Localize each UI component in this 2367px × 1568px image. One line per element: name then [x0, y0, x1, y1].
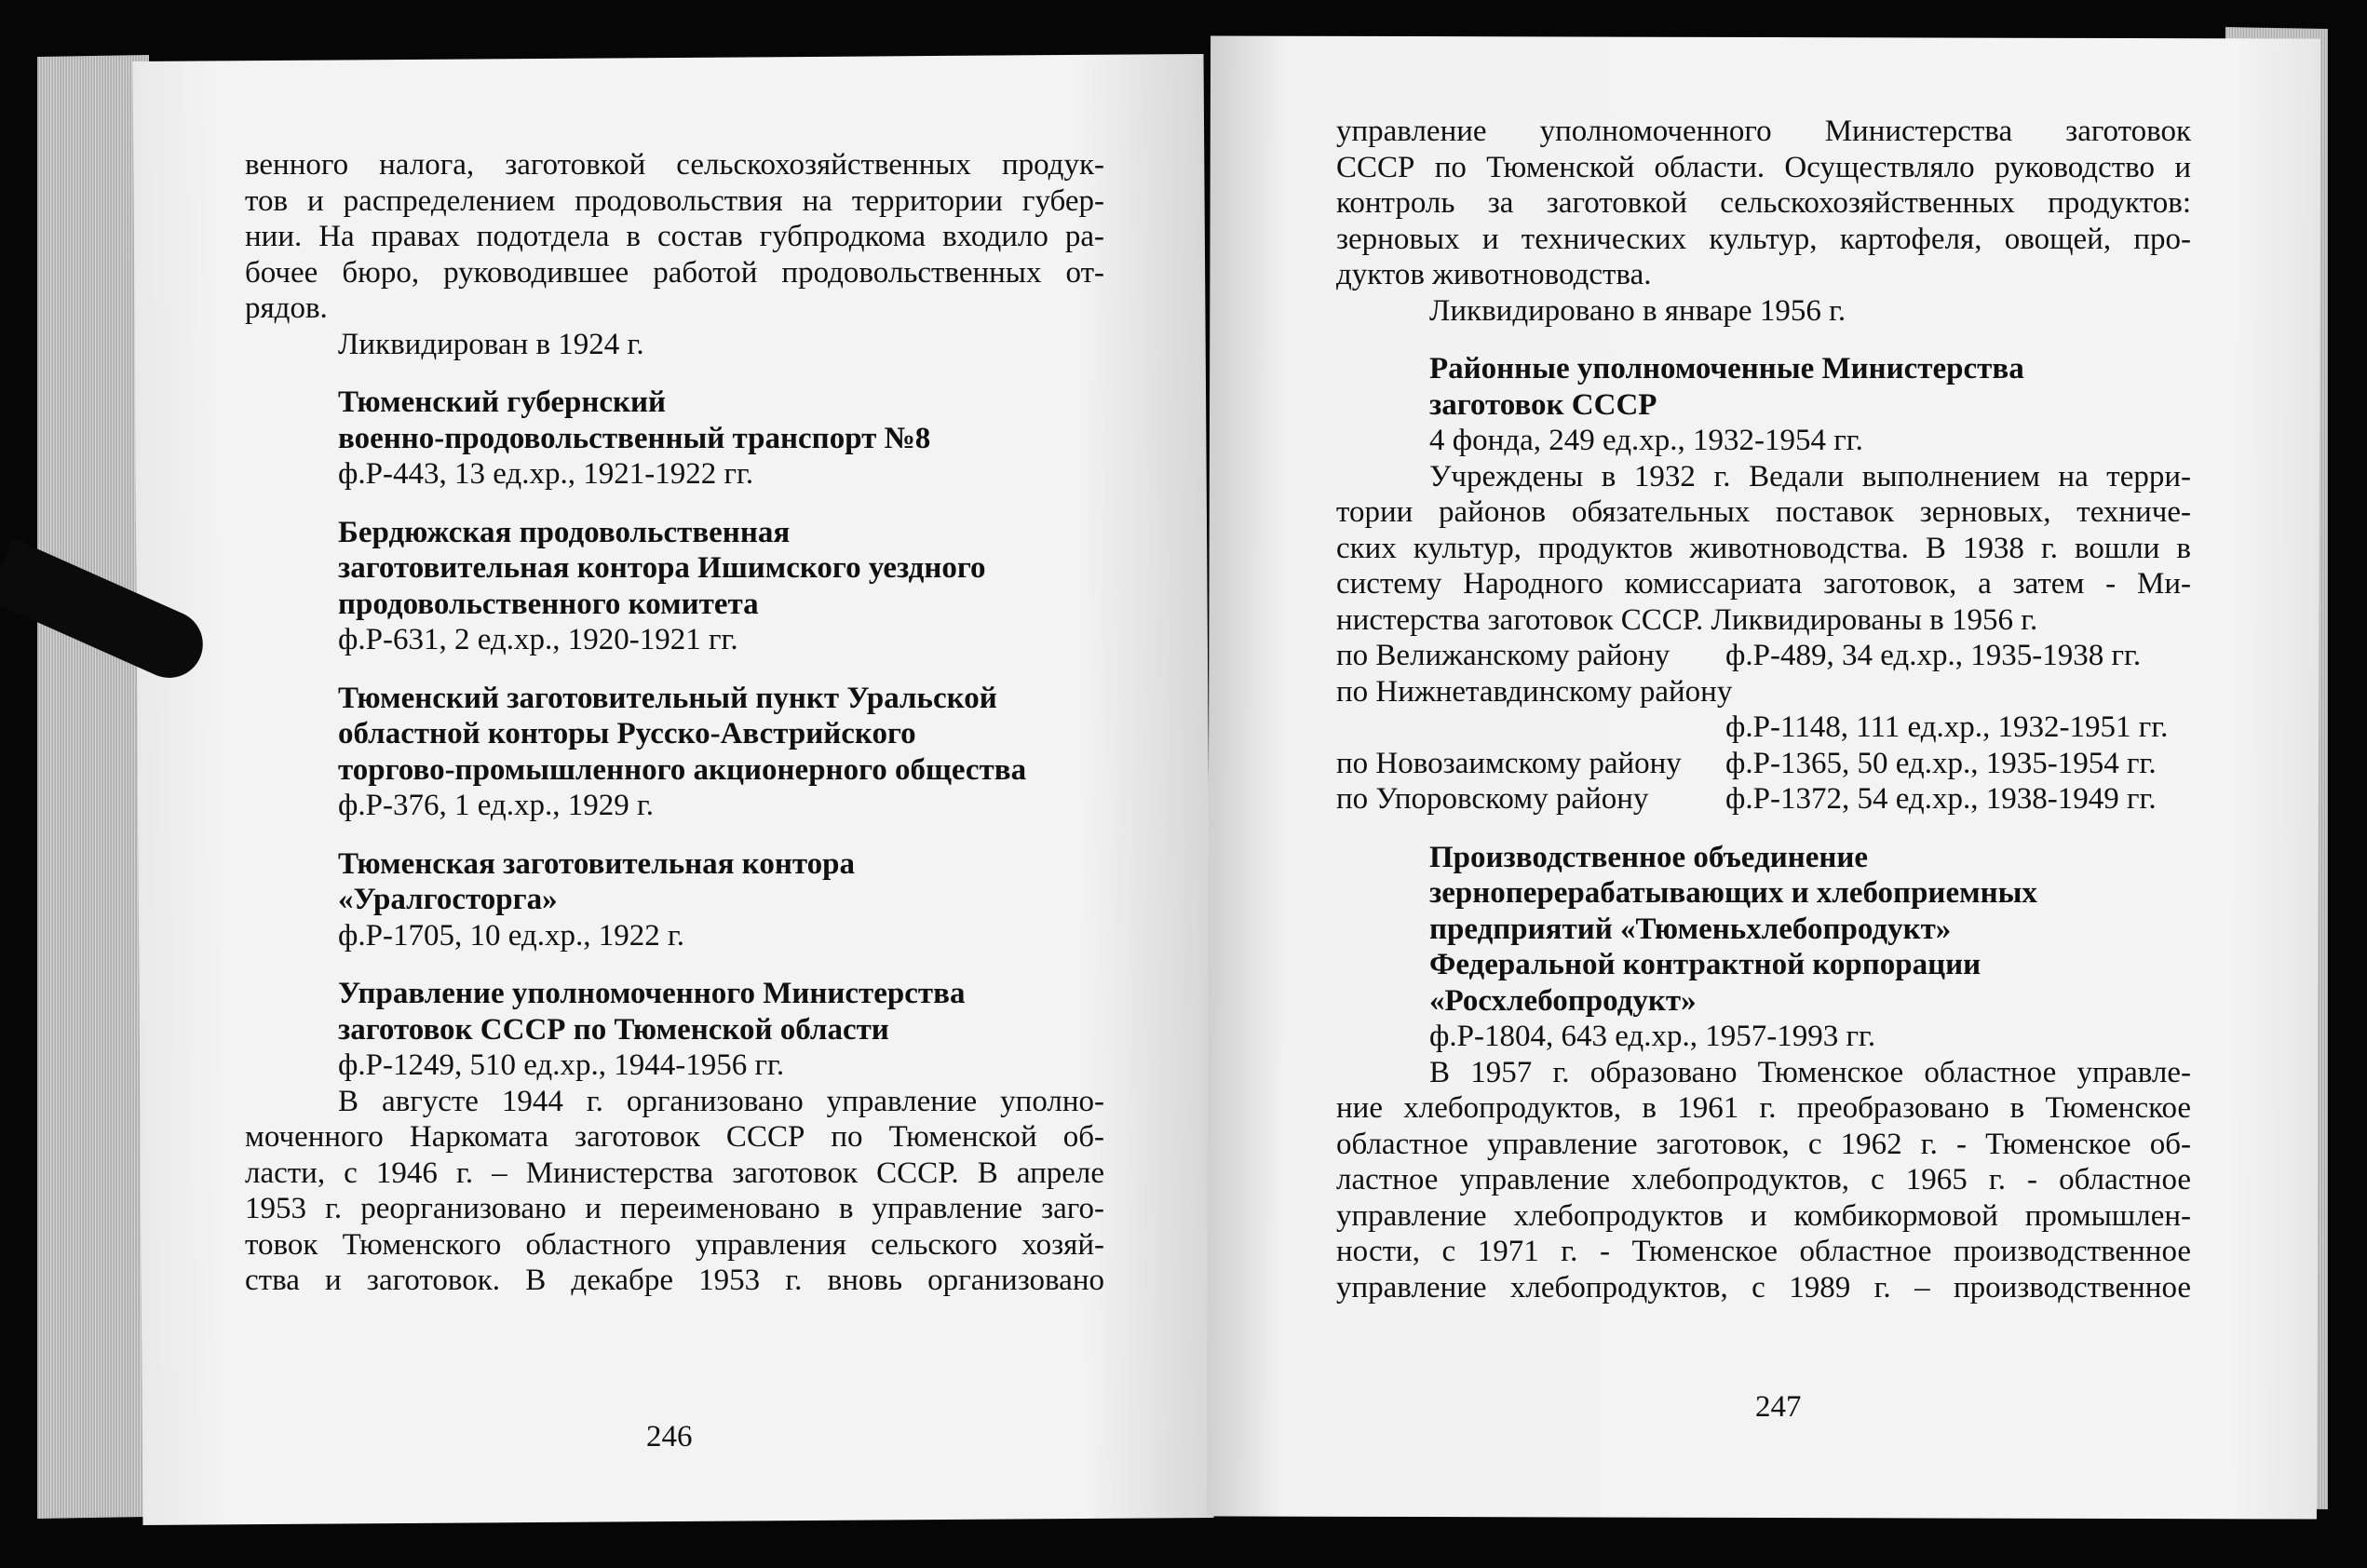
district-name: по Упоровскому району: [1336, 782, 1649, 816]
archive-entry: [1336, 351, 2191, 459]
entry-title-line: торгово-промышленного акционерного общества: [338, 752, 1027, 787]
text-line: нистерства заготовок СССР. Ликвидированы в 1956 г.: [1336, 602, 2038, 637]
entry-title-line: заготовок СССР: [1429, 387, 1657, 422]
district-name: по Нижнетавдинскому району: [1336, 674, 1733, 709]
entry-title-line: Федеральной контрактной корпорации: [1429, 948, 1982, 981]
district-fond-ref: ф.Р-1372, 54 ед.хр., 1938-1949 гг.: [1725, 782, 2157, 816]
entry-title-line: Районные уполномоченные Министерства: [1429, 352, 2024, 385]
liquidation-note: Ликвидирован в 1924 г.: [338, 327, 644, 361]
entry-title-line: заготовительная контора Ишимского уездного: [338, 551, 986, 585]
district-fond-ref: ф.Р-1365, 50 ед.хр., 1935-1954 гг.: [1725, 746, 2157, 780]
text-line: систему Народного комиссариата заготовок, а затем - Ми-: [1336, 567, 2191, 601]
text-line: областное управление заготовок, с 1962 г. - Тюменское об-: [1336, 1127, 2191, 1161]
text-line: СССР по Тюменской области. Осуществляло руководство и: [1336, 150, 2191, 184]
district-name: по Велижанскому району: [1336, 639, 1670, 672]
district-fond-ref: ф.Р-1148, 111 ед.хр., 1932-1951 гг.: [1725, 710, 2169, 744]
entry-title-line: продовольственного комитета: [338, 587, 759, 621]
entry-title-line: заготовок СССР по Тюменской области: [338, 1012, 889, 1047]
entry-fond-ref: ф.Р-1705, 10 ед.хр., 1922 г.: [338, 918, 685, 953]
entry-title-line: Тюменский заготовительный пункт Уральской: [338, 681, 997, 715]
district-name: [1336, 710, 1725, 746]
archive-entry: [245, 976, 1104, 1084]
entry-title-line: зерноперерабатывающих и хлебоприемных: [1429, 876, 2037, 910]
entry-title-line: Тюменский губернский: [338, 385, 667, 419]
text-line: моченного Наркомата заготовок СССР по Тюменской об-: [245, 1120, 1104, 1154]
text-line: ние хлебопродуктов, в 1961 г. преобразовано в Тюменское: [1336, 1091, 2191, 1125]
text-line: дуктов животноводства.: [1336, 258, 1652, 291]
archive-entry: [1336, 840, 2191, 1055]
text-line: тории районов обязательных поставок зерновых, техниче-: [1336, 495, 2191, 529]
entry-title-line: «Росхлебопродукт»: [1429, 983, 1697, 1018]
text-line: В 1957 г. образовано Тюменское областное управле-: [1429, 1055, 2191, 1089]
text-line: ласти, с 1946 г. – Министерства заготовок СССР. В апреле: [245, 1156, 1104, 1190]
text-line: товок Тюменского областного управления сельского хозяй-: [245, 1227, 1104, 1262]
page-number: 246: [646, 1420, 693, 1453]
entry-fond-ref: ф.Р-1249, 510 ед.хр., 1944-1956 гг.: [338, 1048, 785, 1082]
archive-entry: [245, 515, 1104, 658]
district-fond-ref: ф.Р-489, 34 ед.хр., 1935-1938 гг.: [1725, 639, 2142, 672]
district-name: по Новозаимскому району: [1336, 746, 1682, 780]
entry-title-line: Тюменская заготовительная контора: [338, 846, 855, 881]
left-page-edges: [37, 55, 149, 1519]
text-line: зерновых и технических культур, картофеля, овощей, про-: [1336, 222, 2191, 256]
text-line: управление хлебопродуктов и комбикормовой промышлен-: [1336, 1198, 2191, 1233]
archive-entry: [245, 846, 1104, 954]
page-number: 247: [1755, 1390, 1802, 1424]
right-page-text: [1336, 114, 2191, 1305]
district-fond-ref: [1725, 674, 2191, 710]
text-line: управление уполномоченного Министерства заготовок: [1336, 115, 2191, 148]
archive-entry: [245, 385, 1104, 493]
district-list: [1336, 638, 2191, 818]
text-line: 1953 г. реорганизовано и переименовано в управление заго-: [245, 1192, 1104, 1225]
entry-title-line: военно-продовольственный транспорт №8: [338, 421, 931, 455]
entry-title-line: «Уралгосторга»: [338, 883, 558, 916]
text-line: рядов.: [245, 291, 328, 325]
entry-fond-ref: 4 фонда, 249 ед.хр., 1932-1954 гг.: [1429, 424, 1863, 457]
text-line: нии. На правах подотдела в состав губпродкома входило ра-: [245, 220, 1104, 253]
liquidation-note: Ликвидировано в январе 1956 г.: [1429, 293, 1846, 328]
text-line: Учреждены в 1932 г. Ведали выполнением на терри-: [1429, 459, 2191, 493]
text-line: контроль за заготовкой сельскохозяйственных продуктов:: [1336, 186, 2191, 220]
entry-title-line: Управление уполномоченного Министерства: [338, 977, 966, 1010]
entry-title-line: областной конторы Русско-Австрийского: [338, 717, 916, 750]
entry-title-line: предприятий «Тюменьхлебопродукт»: [1429, 912, 1952, 946]
text-line: венного налога, заготовкой сельскохозяйственных продук-: [245, 148, 1104, 182]
text-line: ских культур, продуктов животноводства. В 1938 г. вошли в: [1336, 531, 2191, 565]
left-page-text: [245, 147, 1104, 1299]
entry-title-line: Бердюжская продовольственная: [338, 515, 791, 549]
entry-title-line: Производственное объединение: [1429, 840, 1869, 874]
entry-fond-ref: ф.Р-631, 2 ед.хр., 1920-1921 гг.: [338, 623, 738, 656]
archive-entry: [245, 681, 1104, 824]
entry-fond-ref: ф.Р-1804, 643 ед.хр., 1957-1993 гг.: [1429, 1020, 1876, 1053]
entry-fond-ref: ф.Р-376, 1 ед.хр., 1929 г.: [338, 789, 655, 822]
text-line: бочее бюро, руководившее работой продовольственных от-: [245, 255, 1104, 290]
text-line: тов и распределением продовольствия на территории губер-: [245, 183, 1104, 218]
text-line: ности, с 1971 г. - Тюменское областное производственное: [1336, 1235, 2191, 1268]
text-line: В августе 1944 г. организовано управление уполно-: [338, 1084, 1104, 1118]
entry-fond-ref: ф.Р-443, 13 ед.хр., 1921-1922 гг.: [338, 457, 754, 491]
text-line: управление хлебопродуктов, с 1989 г. – производственное: [1336, 1270, 2191, 1304]
text-line: ластное управление хлебопродуктов, с 1965 г. - областное: [1336, 1163, 2191, 1196]
text-line: ства и заготовок. В декабре 1953 г. вновь организовано: [245, 1264, 1104, 1297]
